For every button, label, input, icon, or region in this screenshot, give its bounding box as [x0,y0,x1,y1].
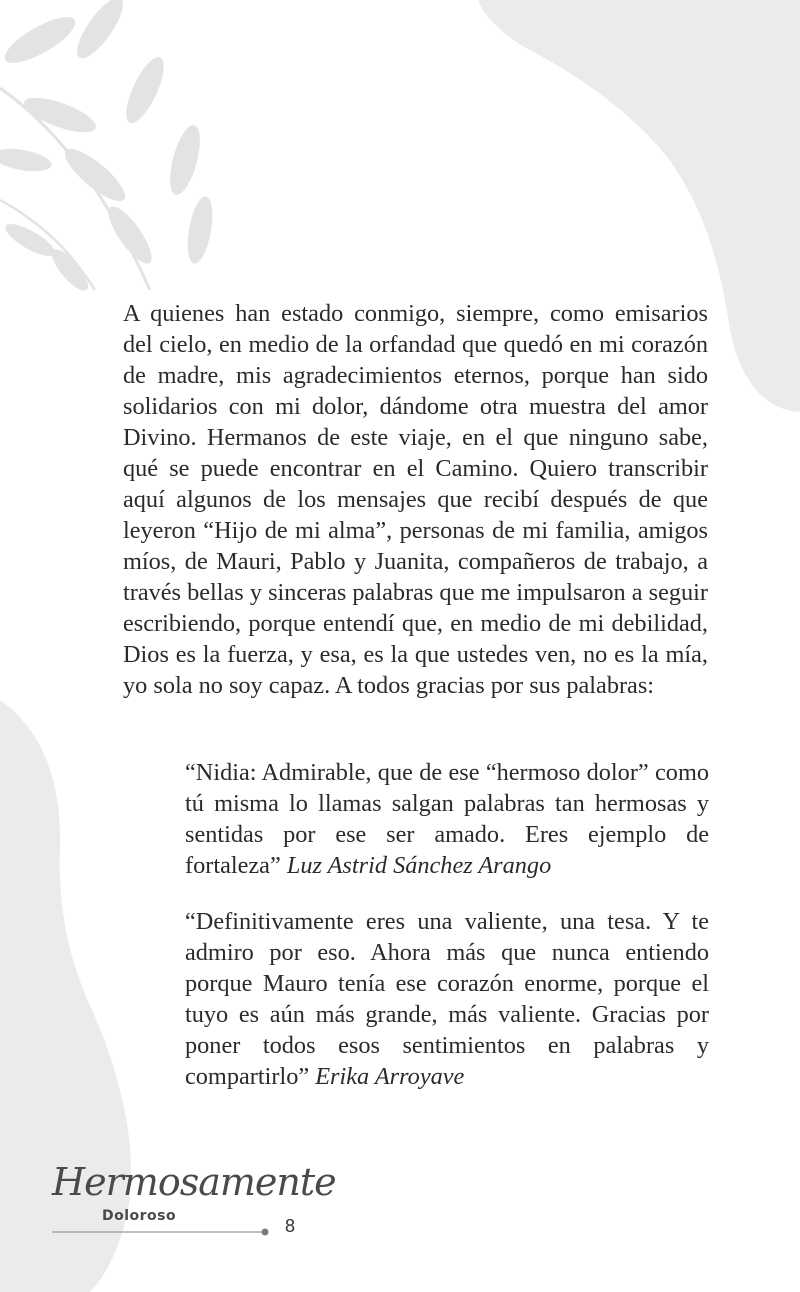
quote-2 [185,906,709,1092]
quote-author: Luz Astrid Sánchez Arango [286,852,552,879]
book-logo [52,1132,336,1232]
quote-1 [185,757,709,881]
quote-text: “Definitivamente eres una valiente, una tesa. Y te admiro por eso. Ahora más que nunca entiendo porque Mauro tenía ese corazón enorme, porque el tuyo es aún más grande, más valiente. Gracias por poner todos esos sentimientos en palabras y compartirlo” [185,908,709,1090]
body-paragraph: A quienes han estado conmigo, siempre, como emisarios del cielo, en medio de la orfandad que quedó en mi corazón de madre, mis agradecimientos eternos, porque han sido solidarios con mi dolor, dándome otra muestra del amor Divino. Hermanos de este viaje, en el que ninguno sabe, qué se puede encontrar en el Camino. Quiero transcribir aquí algunos de los mensajes que recibí después de que leyeron “Hijo de mi alma”, personas de mi familia, amigos míos, de Mauri, Pablo y Juanita, compañeros de trabajo, a través bellas y sinceras palabras que me impulsaron a seguir escribiendo, porque entendí que, en medio de mi debilidad, Dios es la fuerza, y esa, es la que ustedes ven, no es la mía, yo sola no soy capaz. A todos gracias por sus palabras: [123,300,708,699]
quote-author: Erika Arroyave [315,1063,465,1090]
page-number: 8 [285,1216,296,1236]
logo-subtitle: Doloroso [102,1208,177,1224]
logo-line [52,1228,272,1236]
logo-script-text: Hermosamente [52,1160,336,1204]
leaf-branch-decoration [0,0,217,296]
quote-text: “Nidia: Admirable, que de ese “hermoso dolor” como tú misma lo llamas salgan palabras tan hermosas y sentidas por ese ser amado. Eres ejemplo de fortaleza” [185,759,709,879]
